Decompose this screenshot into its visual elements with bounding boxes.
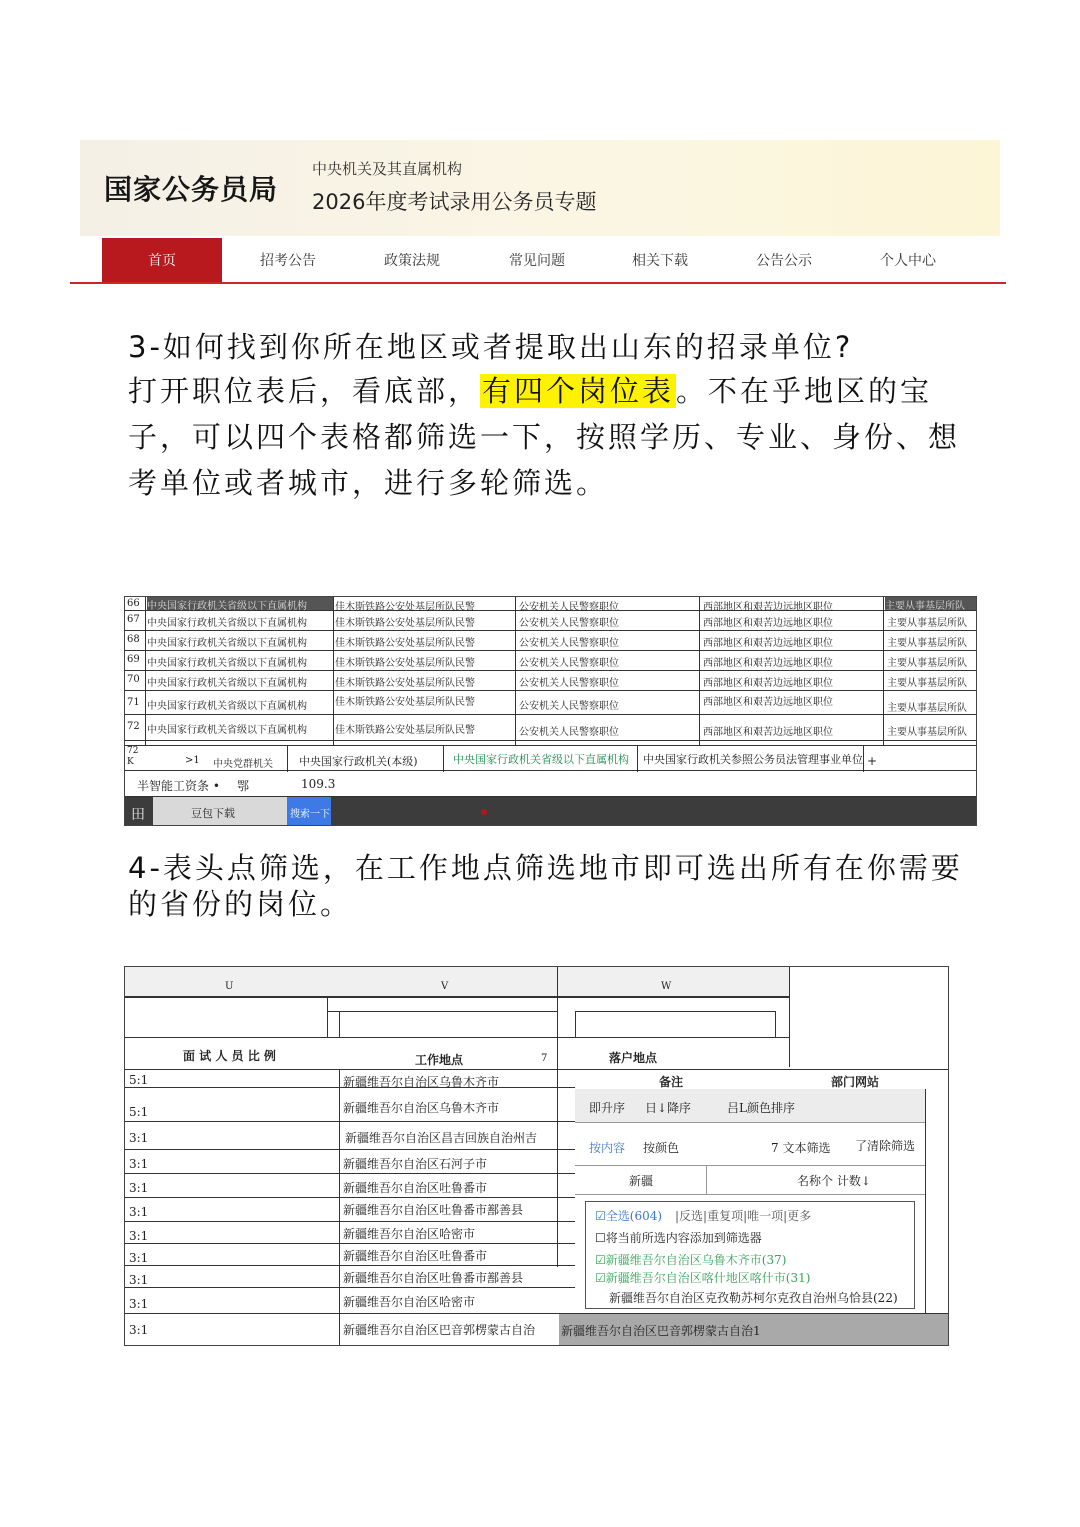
cell-org: 中央国家行政机关省级以下直属机构 <box>147 658 307 669</box>
workplace-cell[interactable]: 新疆维吾尔自治区昌吉回族自治州吉 <box>345 1131 538 1145</box>
sort-by-color-button[interactable]: 吕L颜色排序 <box>727 1101 795 1115</box>
position-sheet-screenshot <box>124 596 977 826</box>
sheet-tab-admin-organs[interactable]: 中央国家行政机关(本级) <box>299 755 418 768</box>
cell-duty: 主要从事基层所队 <box>887 678 967 689</box>
q3-body-post: 。不在乎地区的宝子，可以四个表格都筛选一下，按照学历、专业、身份、想考单位或者城市，进行多轮筛选。 <box>128 374 961 500</box>
workplace-cell[interactable]: 新疆维吾尔自治区吐鲁番市 <box>343 1181 488 1195</box>
cell-duty: 主要从事基层所队 <box>887 727 967 738</box>
workplace-cell[interactable]: 新疆维吾尔自治区吐鲁番市 <box>343 1249 488 1263</box>
selected-cell-bar[interactable] <box>559 1314 949 1346</box>
cell-type: 公安机关人民警察职位 <box>519 727 619 738</box>
table-row[interactable] <box>125 597 977 611</box>
text-filter-button[interactable]: 7 文本筛选 <box>771 1141 831 1155</box>
grid-line <box>339 1069 340 1346</box>
grid-line <box>125 1287 575 1288</box>
ratio-cell[interactable]: 3:1 <box>129 1229 149 1243</box>
cell-org: 中央国家行政机关省级以下直属机构 <box>147 725 307 736</box>
selected-cell-value: 新疆维吾尔自治区巴音郭楞蒙古自治1 <box>561 1324 761 1338</box>
taskbar-search-label: 搜索一下 <box>290 809 330 820</box>
row-number: 66 <box>127 598 140 609</box>
header-hukou[interactable]: 落户地点 <box>609 1051 658 1065</box>
ratio-cell[interactable]: 3:1 <box>129 1205 149 1219</box>
grid-line <box>775 1011 776 1037</box>
nav-item-home[interactable]: 首页 <box>102 238 222 282</box>
cell-type: 公安机关人民警察职位 <box>519 602 619 613</box>
ratio-cell[interactable]: 5:1 <box>129 1073 149 1087</box>
row-number: 70 <box>127 674 140 685</box>
workplace-cell[interactable]: 新疆维吾尔自治区哈密市 <box>343 1227 476 1241</box>
row-number: 68 <box>127 634 140 645</box>
header-interview-ratio[interactable]: 面 试 人 员 比 例 <box>183 1049 276 1063</box>
row-number: 72 <box>127 721 140 732</box>
header-website[interactable]: 部门网站 <box>831 1075 880 1089</box>
row-label: K <box>127 757 134 767</box>
cell-unit: 佳木斯铁路公安处基层所队民警 <box>335 658 475 669</box>
cell-unit: 佳木斯铁路公安处基层所队民警 <box>335 725 475 736</box>
workplace-cell[interactable]: 新疆维吾尔自治区哈密市 <box>343 1295 476 1309</box>
sort-descending-button[interactable]: 日↓降序 <box>645 1101 692 1115</box>
cell-area: 西部地区和艰苦边远地区职位 <box>703 638 833 649</box>
grid-line <box>125 997 789 998</box>
cell-unit: 佳木斯铁路公安处基层所队民警 <box>335 618 475 629</box>
grid-line <box>789 967 790 1067</box>
ratio-cell[interactable]: 3:1 <box>129 1297 149 1311</box>
table-row[interactable] <box>125 671 977 691</box>
q4-title: 4-表头点筛选，在工作地点筛选地市即可选出所有在你需要的省份的岗位。 <box>128 851 963 921</box>
table-row[interactable] <box>125 631 977 651</box>
grid-line <box>125 1149 575 1150</box>
row-number: 67 <box>127 614 140 625</box>
workplace-cell[interactable]: 新疆维吾尔自治区乌鲁木齐市 <box>343 1101 500 1115</box>
sheet-tab-bar <box>125 745 977 771</box>
site-header <box>80 140 1000 236</box>
cell-org: 中央国家行政机关省级以下直属机构 <box>147 618 307 629</box>
grid-line <box>125 1173 575 1174</box>
cell-org: 中央国家行政机关省级以下直属机构 <box>147 638 307 649</box>
filter-search-row <box>575 1165 925 1195</box>
windows-start-icon[interactable]: 田 <box>131 807 145 823</box>
cell-unit: 佳木斯铁路公安处基层所队民警 <box>335 602 475 613</box>
sort-ascending-button[interactable]: 即升序 <box>589 1101 626 1115</box>
cell-area: 西部地区和艰苦边远地区职位 <box>703 697 833 708</box>
nav-item-announcements[interactable]: 招考公告 <box>260 253 316 269</box>
add-to-filter-checkbox[interactable]: ☐将当前所选内容添加到筛选器 <box>595 1231 762 1245</box>
ratio-cell[interactable]: 3:1 <box>129 1323 149 1337</box>
cell-duty: 主要从事基层所队 <box>887 638 967 649</box>
cell-type: 公安机关人民警察职位 <box>519 638 619 649</box>
cell-unit: 佳木斯铁路公安处基层所队民警 <box>335 638 475 649</box>
filter-item-checkbox[interactable]: 新疆维吾尔自治区克孜勒苏柯尔克孜自治州乌恰县(22) <box>609 1291 898 1305</box>
cell-duty: 主要从事基层所队 <box>887 703 967 714</box>
taskbar-app[interactable] <box>153 797 287 826</box>
cell-area: 西部地区和艰苦边远地区职位 <box>703 658 833 669</box>
ratio-cell[interactable]: 3:1 <box>129 1273 149 1287</box>
workplace-cell[interactable]: 新疆维吾尔自治区石河子市 <box>343 1157 488 1171</box>
row-label: 72 <box>127 746 139 756</box>
column-letter-u[interactable]: U <box>225 981 234 992</box>
grid-line <box>125 1121 575 1122</box>
q3-body <box>128 368 968 506</box>
grid-line <box>125 1243 575 1244</box>
grid-line <box>575 1011 775 1012</box>
filter-by-content-tab[interactable]: 按内容 <box>589 1141 626 1155</box>
q3-highlight: 有四个岗位表 <box>482 374 675 408</box>
filter-by-color-tab[interactable]: 按颜色 <box>643 1141 680 1155</box>
filter-dropdown-icon[interactable]: 7 <box>541 1053 548 1064</box>
site-brand[interactable]: 国家公务员局 <box>104 173 279 206</box>
cell-area: 西部地区和艰苦边远地区职位 <box>703 678 833 689</box>
ratio-cell[interactable]: 3:1 <box>129 1131 149 1145</box>
cell-unit: 佳木斯铁路公安处基层所队民警 <box>335 697 475 708</box>
cell-org: 中央国家行政机关省级以下直属机构 <box>147 701 307 712</box>
grid-line <box>125 1221 575 1222</box>
tab-divider <box>443 746 444 772</box>
cell-type: 公安机关人民警察职位 <box>519 701 619 712</box>
cell-duty: 主要从事基层所队 <box>887 618 967 629</box>
taskbar-app-label: 豆包下载 <box>191 807 235 820</box>
row-number: 71 <box>127 697 140 708</box>
add-sheet-button[interactable]: + <box>867 754 878 768</box>
tab-scroll-arrow[interactable]: >1 <box>185 755 200 766</box>
cell-org: 中央国家行政机关省级以下直属机构 <box>147 597 333 610</box>
q3-body-pre: 打开职位表后，看底部， <box>128 374 481 408</box>
cell-type: 公安机关人民警察职位 <box>519 658 619 669</box>
clear-filter-button[interactable]: 了清除筛选 <box>855 1139 916 1153</box>
table-row[interactable] <box>125 691 977 715</box>
cell-area: 西部地区和艰苦边远地区职位 <box>703 727 833 738</box>
grid-line <box>327 997 328 1037</box>
header-subtitle-large: 2026年度考试录用公务员专题 <box>312 190 597 214</box>
header-note[interactable]: 备注 <box>659 1075 684 1089</box>
status-label: 半智能工资条 • <box>137 779 220 793</box>
filter-item-checkbox[interactable]: ☑新疆维吾尔自治区乌鲁木齐市(37) <box>595 1253 787 1267</box>
nav-divider <box>70 282 1006 284</box>
filter-options-links[interactable]: |反选|重复项|唯一项|更多 <box>675 1209 812 1223</box>
grid-line <box>339 1011 340 1037</box>
taskbar <box>125 797 977 826</box>
cell-org: 中央国家行政机关省级以下直属机构 <box>147 678 307 689</box>
cell-area: 西部地区和艰苦边远地区职位 <box>703 618 833 629</box>
ratio-cell[interactable]: 3:1 <box>129 1251 149 1265</box>
cell-duty: 主要从事基层所队 <box>885 597 977 610</box>
record-dot-icon <box>481 809 487 815</box>
cell-duty: 主要从事基层所队 <box>887 658 967 669</box>
tab-divider <box>863 746 864 772</box>
filter-item-checkbox[interactable]: ☑新疆维吾尔自治区喀什地区喀什市(31) <box>595 1271 811 1285</box>
grid-line <box>925 1089 926 1313</box>
sort-bar <box>575 1089 925 1123</box>
workplace-cell[interactable]: 新疆维吾尔自治区巴音郭楞蒙古自治 <box>343 1323 536 1337</box>
table-row[interactable] <box>125 651 977 671</box>
grid-line <box>575 1011 576 1037</box>
main-nav <box>102 238 982 282</box>
filter-panel <box>575 1089 925 1313</box>
header-workplace[interactable]: 工作地点 <box>415 1053 464 1067</box>
select-all-checkbox[interactable]: ☑全选(604) <box>595 1209 663 1223</box>
ratio-cell[interactable]: 3:1 <box>129 1181 149 1195</box>
search-value: 新疆 <box>629 1174 654 1188</box>
grid-line <box>327 1011 557 1012</box>
nav-item-policies[interactable]: 政策法规 <box>384 253 440 269</box>
status-value: 109.3 <box>301 777 336 791</box>
column-letter-v[interactable]: V <box>441 981 449 992</box>
sheet-tab-direct-institutions[interactable]: 中央国家行政机关省级以下直属机构 <box>453 753 629 766</box>
column-letter-w[interactable]: W <box>661 981 672 992</box>
tab-divider <box>287 746 288 772</box>
filter-sheet-screenshot <box>124 966 949 1346</box>
table-row[interactable] <box>125 715 977 741</box>
grid-line <box>557 967 558 997</box>
sheet-tab-party-organs[interactable]: 中央党群机关 <box>213 759 273 770</box>
cell-type: 公安机关人民警察职位 <box>519 678 619 689</box>
cell-type: 公安机关人民警察职位 <box>519 618 619 629</box>
workplace-cell[interactable]: 新疆维吾尔自治区吐鲁番市鄯善县 <box>343 1271 524 1285</box>
grid-line <box>125 1069 949 1070</box>
row-number: 69 <box>127 654 140 665</box>
tab-divider <box>637 746 638 772</box>
nav-item-faq[interactable]: 常见问题 <box>509 253 565 269</box>
cell-unit: 佳木斯铁路公安处基层所队民警 <box>335 678 475 689</box>
workplace-cell[interactable]: 新疆维吾尔自治区吐鲁番市鄯善县 <box>343 1203 524 1217</box>
cell-area: 西部地区和艰苦边远地区职位 <box>703 602 833 613</box>
q3-title: 3-如何找到你所在地区或者提取出山东的招录单位? <box>128 330 854 364</box>
workplace-cell[interactable]: 新疆维吾尔自治区乌鲁木齐市 <box>343 1075 500 1089</box>
sheet-tab-public-institutions[interactable]: 中央国家行政机关参照公务员法管理事业单位 <box>643 753 863 766</box>
grid-line <box>125 1197 575 1198</box>
nav-item-notices[interactable]: 公告公示 <box>756 253 812 269</box>
nav-item-personal-center[interactable]: 个人中心 <box>880 253 936 269</box>
header-subtitle-small: 中央机关及其直属机构 <box>312 160 463 178</box>
status-char: 鄂 <box>237 779 250 793</box>
nav-item-downloads[interactable]: 相关下载 <box>632 253 688 269</box>
ratio-cell[interactable]: 3:1 <box>129 1157 149 1171</box>
filter-search-input[interactable] <box>575 1166 707 1194</box>
table-row[interactable] <box>125 611 977 631</box>
name-count-header[interactable]: 名称个 计数↓ <box>797 1174 871 1188</box>
grid-line <box>125 1265 575 1266</box>
status-row <box>125 771 977 797</box>
taskbar-search[interactable] <box>287 797 331 826</box>
grid-line <box>125 1037 789 1038</box>
ratio-cell[interactable]: 5:1 <box>129 1105 149 1119</box>
